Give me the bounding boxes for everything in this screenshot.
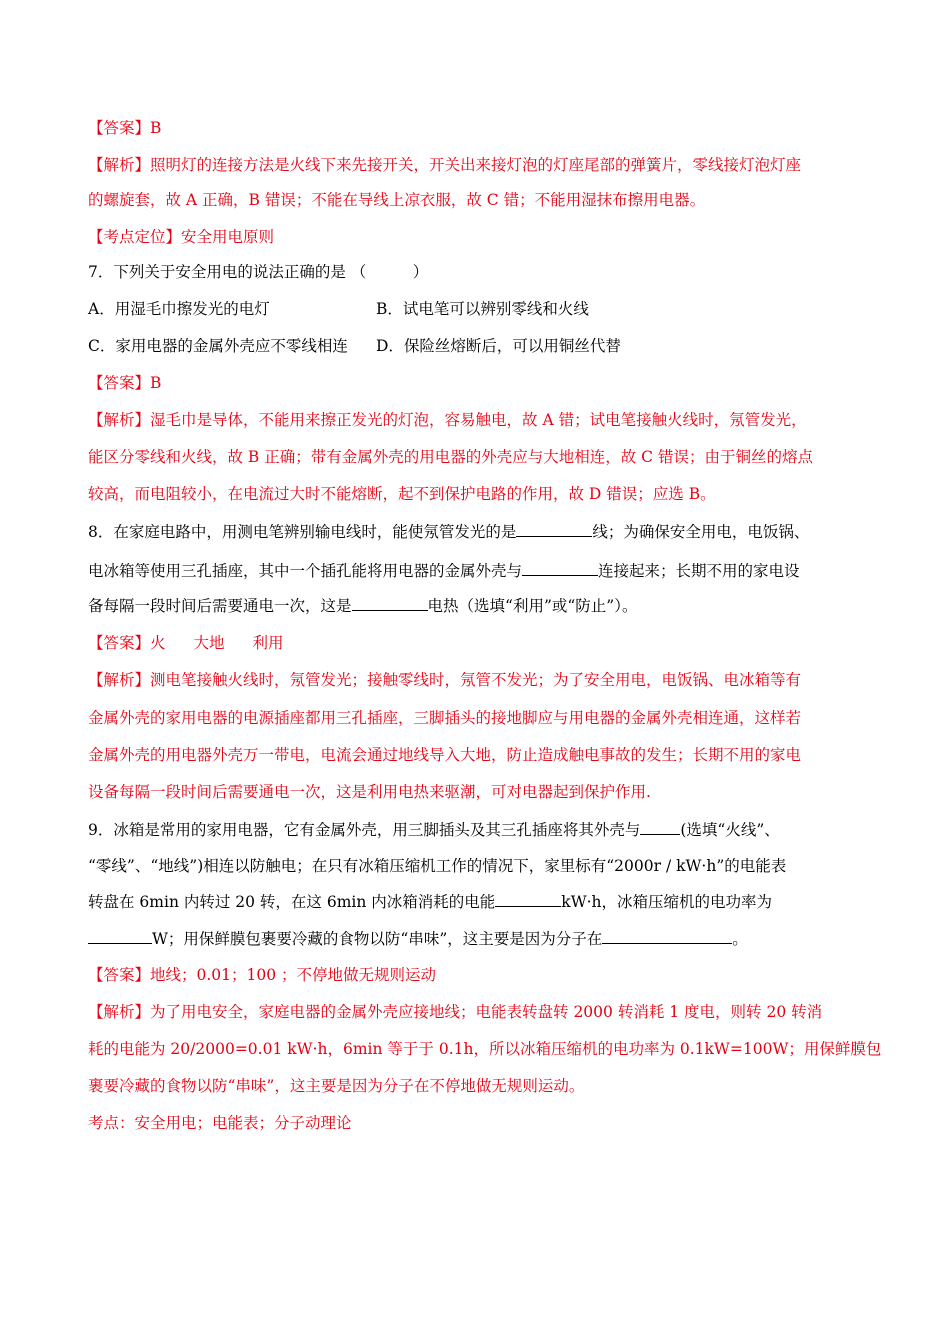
q7-option-b: B．试电笔可以辨别零线和火线	[376, 300, 589, 318]
q9-stem-line-1: 9．冰箱是常用的家用电器，它有金属外壳，用三脚插头及其三孔插座将其外壳与 (选填“火线”、	[88, 821, 780, 839]
q7-options-row-2	[88, 336, 862, 356]
q9-blank-1	[640, 820, 680, 835]
q6-answer: 【答案】B	[88, 119, 162, 137]
q6-kaodian: 【考点定位】安全用电原则	[88, 228, 275, 246]
q9-stem-line-4: W；用保鲜膜包裹要冷藏的食物以防“串味”，这主要是因为分子在 。	[88, 929, 862, 949]
q9-kaodian: 考点：安全用电；电能表；分子动理论	[88, 1114, 352, 1132]
q8-analysis-line-2: 金属外壳的家用电器的电源插座都用三孔插座，三脚插头的接地脚应与用电器的金属外壳相连通，这样若	[88, 709, 802, 727]
q8-blank-3	[352, 596, 428, 611]
q9-blank-2	[495, 892, 561, 907]
q8-blank-2	[522, 561, 598, 576]
q9-analysis-line-3: 裹要冷藏的食物以防“串味”，这主要是因为分子在不停地做无规则运动。	[88, 1077, 585, 1095]
q8-stem-line-3: 备每隔一段时间后需要通电一次，这是 电热（选填“利用”或“防止”）。	[88, 597, 638, 615]
q9-answer: 【答案】地线；0.01；100 ；不停地做无规则运动	[88, 966, 437, 984]
q7-option-c: C．家用电器的金属外壳应不零线相连	[88, 337, 348, 355]
q6-analysis-line-1: 【解析】照明灯的连接方法是火线下来先接开关，开关出来接灯泡的灯座尾部的弹簧片，零线接灯泡灯座	[88, 156, 802, 174]
q7-options-row-1	[88, 299, 862, 319]
q8-stem-line-2: 电冰箱等使用三孔插座，其中一个插孔能将用电器的金属外壳与 连接起来；长期不用的家电设	[88, 562, 800, 580]
q7-option-a: A．用湿毛巾擦发光的电灯	[88, 300, 270, 318]
q9-stem-line-2: “零线”、“地线”)相连以防触电；在只有冰箱压缩机工作的情况下，家里标有“2000r / kW·h”的电能表	[88, 857, 787, 875]
q8-blank-1	[516, 522, 592, 537]
q9-stem-line-3: 转盘在 6min 内转过 20 转，在这 6min 内冰箱消耗的电能 kW·h，冰箱压缩机的电功率为	[88, 893, 773, 911]
q9-blank-3	[88, 929, 152, 944]
q7-stem: 7．下列关于安全用电的说法正确的是 （ ）	[88, 263, 429, 281]
q7-option-d: D．保险丝熔断后，可以用铜丝代替	[376, 337, 621, 355]
q7-analysis-line-3: 较高，而电阻较小，在电流过大时不能熔断，起不到保护电路的作用，故 D 错误；应选 B。	[88, 485, 716, 503]
q8-analysis-line-3: 金属外壳的用电器外壳万一带电，电流会通过地线导入大地，防止造成触电事故的发生；长期不用的家电	[88, 746, 802, 764]
q8-analysis-line-1: 【解析】测电笔接触火线时，氖管发光；接触零线时，氖管不发光；为了安全用电，电饭锅、电冰箱等有	[88, 671, 802, 689]
q9-analysis-line-2: 耗的电能为 20/2000=0.01 kW·h，6min 等于于 0.1h，所以冰箱压缩机的电功率为 0.1kW=100W；用保鲜膜包	[88, 1040, 882, 1058]
q8-answer: 【答案】火 大地 利用	[88, 634, 284, 652]
q7-analysis-line-2: 能区分零线和火线，故 B 正确；带有金属外壳的用电器的外壳应与大地相连，故 C 错误；由于铜丝的熔点	[88, 448, 813, 466]
q7-answer: 【答案】B	[88, 374, 162, 392]
q8-analysis-line-4: 设备每隔一段时间后需要通电一次，这是利用电热来驱潮，可对电器起到保护作用.	[88, 783, 651, 801]
q7-analysis-line-1: 【解析】湿毛巾是导体，不能用来擦正发光的灯泡，容易触电，故 A 错；试电笔接触火线时，氖管发光，	[88, 411, 807, 429]
q9-analysis-line-1: 【解析】为了用电安全，家庭电器的金属外壳应接地线；电能表转盘转 2000 转消耗 1 度电，则转 20 转消	[88, 1003, 823, 1021]
q8-stem-line-1: 8．在家庭电路中，用测电笔辨别输电线时，能使氖管发光的是 线；为确保安全用电，电饭锅、	[88, 523, 810, 541]
q9-blank-4	[602, 929, 732, 944]
q6-analysis-line-2: 的螺旋套，故 A 正确，B 错误；不能在导线上凉衣服，故 C 错；不能用湿抹布擦用电器。	[88, 191, 706, 209]
